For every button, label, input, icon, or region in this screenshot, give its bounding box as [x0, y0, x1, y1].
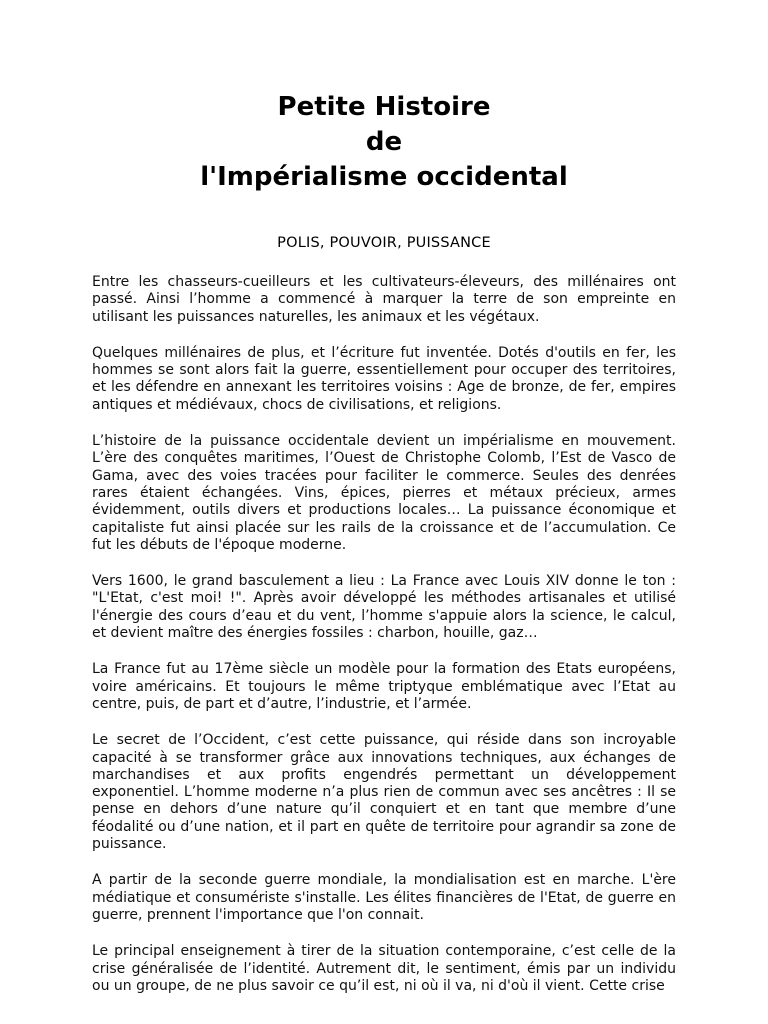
paragraph: Le principal enseignement à tirer de la situation contemporaine, c’est celle de la crise généralisée de l’identité. Autrement dit, le sentiment, émis par un individu ou un groupe, de ne plus savoir ce qu’il est, ni où il va, ni d'où il vient. Cette crise: [92, 943, 676, 994]
title-line: l'Impérialisme occidental: [200, 162, 568, 192]
document-title: [92, 90, 676, 195]
document-page: [92, 90, 676, 995]
section-heading: POLIS, POUVOIR, PUISSANCE: [277, 235, 491, 251]
paragraph: La France fut au 17ème siècle un modèle pour la formation des Etats européens, voire américains. Et toujours le même triptyque emblématique avec l’Etat au centre, puis, de part et d’autre, l’industrie, et l’armée.: [92, 661, 676, 712]
paragraph: Quelques millénaires de plus, et l’écriture fut inventée. Dotés d'outils en fer, les hommes se sont alors fait la guerre, essentiellement pour occuper des territoires, et les défendre en annexant les territoires voisins : Age de bronze, de fer, empires antiques et médiévaux, chocs de civilisations, et religions.: [92, 344, 676, 413]
paragraph: L’histoire de la puissance occidentale devient un impérialisme en mouvement. L’ère des conquêtes maritimes, l’Ouest de Christophe Colomb, l’Est de Vasco de Gama, avec des voies tracées pour faciliter le commerce. Seules des denrées rares étaient échangées. Vins, épices, pierres et métaux précieux, armes évidemment, outils divers et productions locales… La puissance économique et capitaliste fut ainsi placée sur les rails de la croissance et de l’accumulation. Ce fut les débuts de l'époque moderne.: [92, 433, 676, 553]
title-line: Petite Histoire: [277, 92, 491, 122]
title-line: de: [365, 127, 403, 157]
paragraph: Le secret de l’Occident, c’est cette puissance, qui réside dans son incroyable capacité à se transformer grâce aux innovations techniques, aux échanges de marchandises et aux profits engendrés permettant un développement exponentiel. L’homme moderne n’a plus rien de commun avec ses ancêtres : Il se pense en dehors d’une nature qu’il conquiert et en tant que membre d’une féodalité ou d’une nation, et il part en quête de territoire pour agrandir sa zone de puissance.: [92, 732, 676, 853]
paragraph: Entre les chasseurs-cueilleurs et les cultivateurs-éleveurs, des millénaires ont passé. Ainsi l’homme a commencé à marquer la terre de son empreinte en utilisant les puissances naturelles, les animaux et les végétaux.: [92, 274, 676, 325]
paragraph: A partir de la seconde guerre mondiale, la mondialisation est en marche. L'ère médiatique et consumériste s'installe. Les élites financières de l'Etat, de guerre en guerre, prennent l'importance que l'on connait.: [92, 872, 676, 923]
paragraph: Vers 1600, le grand basculement a lieu : La France avec Louis XIV donne le ton : "L'Etat, c'est moi! !". Après avoir développé les méthodes artisanales et utilisé l'énergie des cours d’eau et du vent, l’homme s'appuie alors la science, le calcul, et devient maître des énergies fossiles : charbon, houille, gaz…: [92, 573, 676, 642]
